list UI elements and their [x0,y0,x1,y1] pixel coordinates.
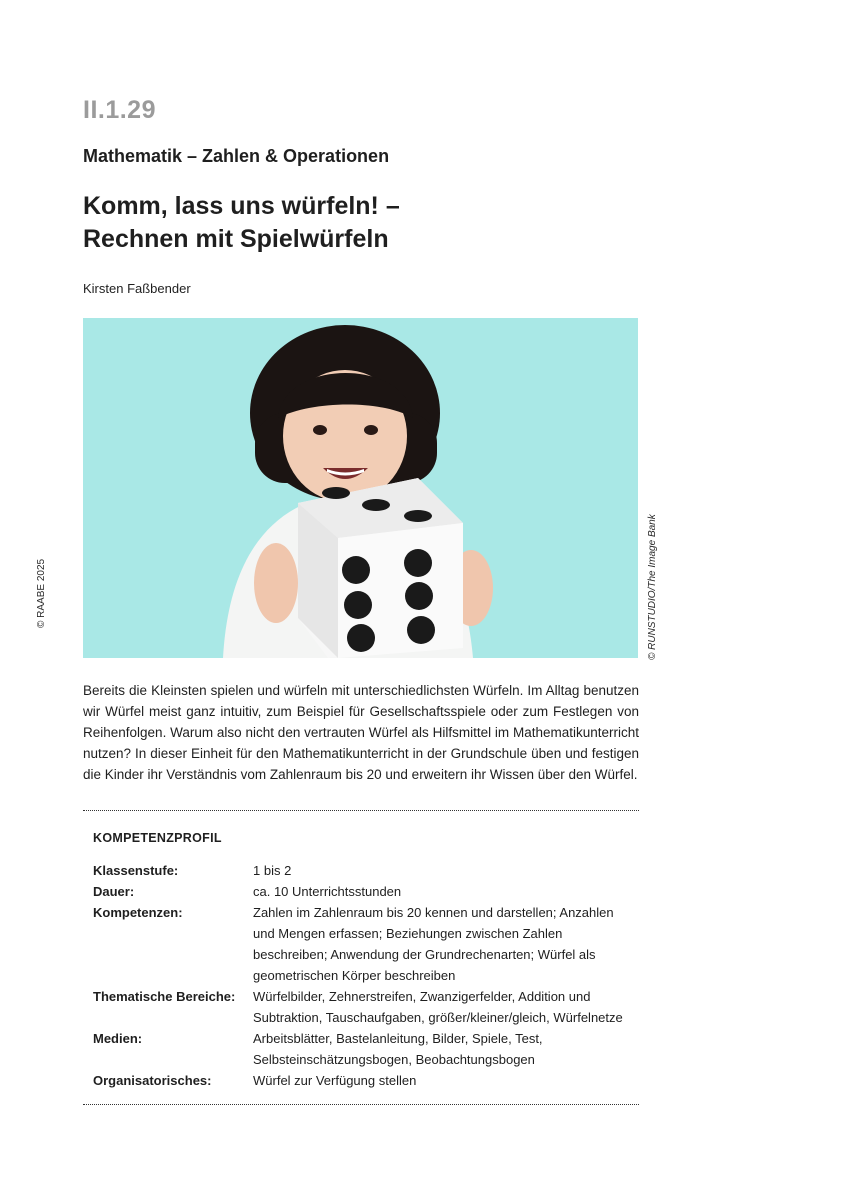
author: Kirsten Faßbender [83,281,191,296]
intro-paragraph: Bereits die Kleinsten spielen und würfeln mit unterschiedlichsten Würfeln. Im Alltag benutzen wir Würfel meist ganz intuitiv, zum Beispiel für Gesellschaftsspiele oder zum Festlegen von Reihenfolgen. Warum also nicht den vertrauten Würfel als Hilfsmittel im Mathematikunterricht nutzen? In dieser Einheit für den Mathematikunterricht in der Grundschule üben und festigen die Kinder ihr Verständnis vom Zahlenraum bis 20 und erweitern ihr Wissen über den Würfel. [83,683,639,782]
profile-row [93,860,638,881]
document-title [83,190,643,256]
competence-profile-table [93,860,638,1091]
profile-row [93,902,638,986]
cover-photo [83,318,638,658]
profile-value: ca. 10 Unterrichtsstunden [253,884,402,899]
profile-row [93,881,638,902]
profile-value: Arbeitsblätter, Bastelanleitung, Bilder, Spiele, Test, Selbsteinschätzungsbogen, Beobachtungsbogen [253,1031,543,1067]
profile-label: Dauer: [93,884,135,899]
profile-label: Thematische Bereiche: [93,989,236,1004]
profile-value: Zahlen im Zahlenraum bis 20 kennen und darstellen; Anzahlen und Mengen erfassen; Beziehungen zwischen Zahlen beschreiben; Anwendung der Grundrechenarten; Würfel als geometrischen Körper beschreiben [253,905,614,983]
dotted-divider-bottom [83,1104,639,1105]
profile-row [93,1070,638,1091]
subject-heading: Mathematik – Zahlen & Operationen [83,146,390,166]
profile-row [93,1028,638,1070]
profile-label: Klassenstufe: [93,863,179,878]
competence-profile-heading: KOMPETENZPROFIL [93,831,222,845]
child-holding-dice-illustration [83,318,638,658]
title-line-1: Komm, lass uns würfeln! – [83,192,400,220]
profile-label: Kompetenzen: [93,905,183,920]
side-copyright: © RAABE 2025 [36,558,47,628]
profile-value: Würfelbilder, Zehnerstreifen, Zwanzigerfelder, Addition und Subtraktion, Tauschaufgaben, größer/kleiner/gleich, Würfelnetze [253,989,623,1025]
dotted-divider-top [83,810,639,811]
unit-code: II.1.29 [83,96,156,124]
profile-value: Würfel zur Verfügung stellen [253,1073,417,1088]
profile-label: Organisatorisches: [93,1073,212,1088]
photo-credit: © RUNSTUDIO/The Image Bank [647,514,658,660]
profile-value: 1 bis 2 [253,863,292,878]
title-line-2: Rechnen mit Spielwürfeln [83,225,389,253]
profile-row [93,986,638,1028]
profile-label: Medien: [93,1031,143,1046]
